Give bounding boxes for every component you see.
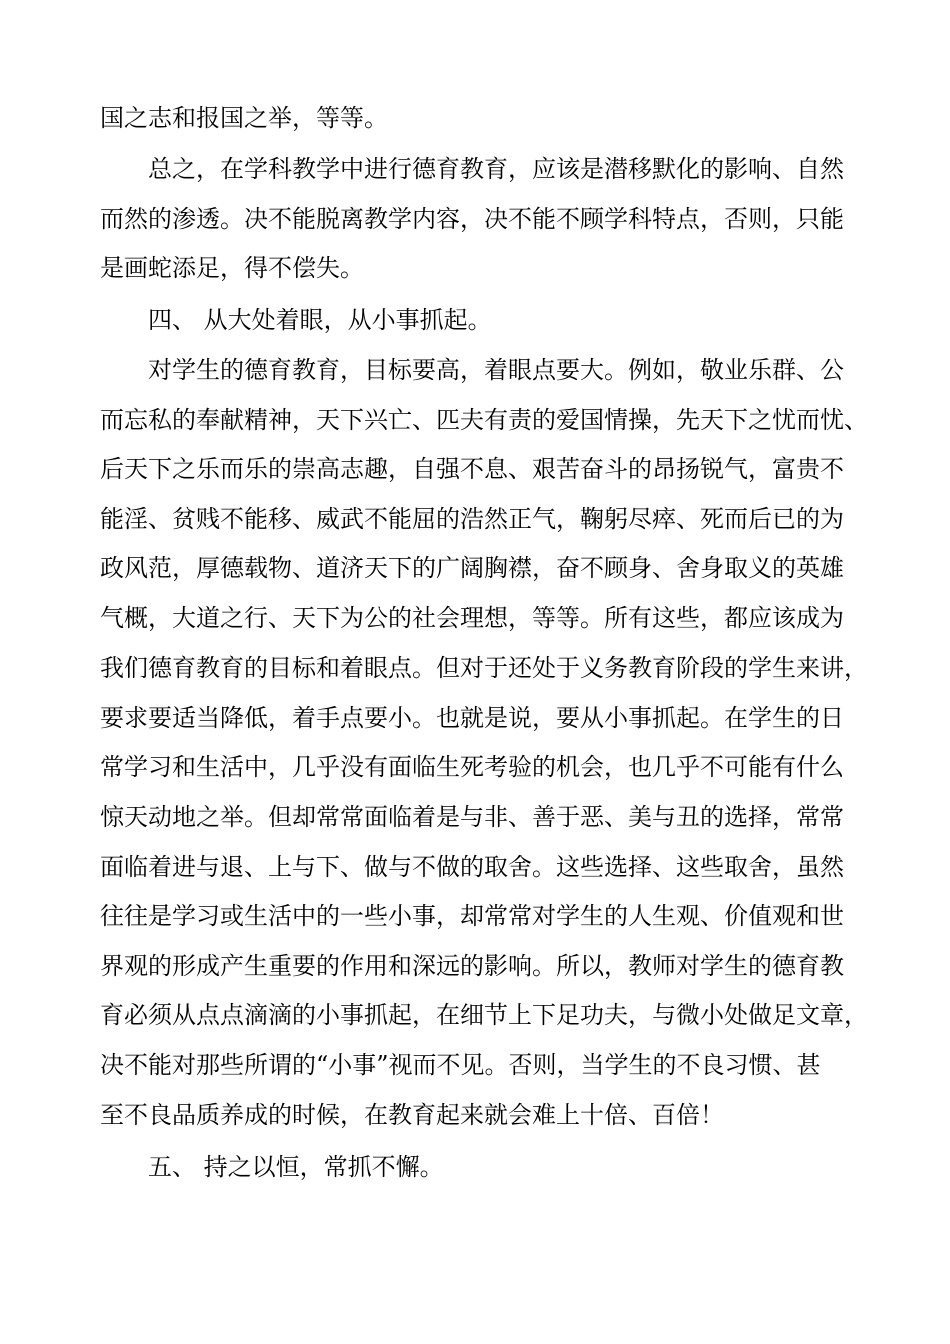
text-line: 能淫、贫贱不能移、威武不能屈的浩然正气，鞠躬尽瘁、死而后已的为 <box>100 505 844 533</box>
text-line: 后天下之乐而乐的崇高志趣，自强不息、艰苦奋斗的昂扬锐气，富贵不 <box>100 455 844 483</box>
text-line: 常学习和生活中，几乎没有面临生死考验的机会，也几乎不可能有什么 <box>100 753 844 781</box>
section-heading: 五、 持之以恒，常抓不懈。 <box>148 1153 444 1181</box>
paragraph-first-line: 总之，在学科教学中进行德育教育，应该是潜移默化的影响、自然 <box>148 155 844 183</box>
text-line: 我们德育教育的目标和着眼点。但对于还处于义务教育阶段的学生来讲， <box>100 654 868 682</box>
text-line: 国之志和报国之举，等等。 <box>100 104 388 132</box>
text-line: 气概，大道之行、天下为公的社会理想，等等。所有这些，都应该成为 <box>100 604 844 632</box>
text-line: 育必须从点点滴滴的小事抓起，在细节上下足功夫，与微小处做足文章， <box>100 1001 868 1029</box>
text-line: 是画蛇添足，得不偿失。 <box>100 254 364 282</box>
text-line: 决不能对那些所谓的“小事”视而不见。否则，当学生的不良习惯、甚 <box>100 1051 821 1079</box>
text-line: 而然的渗透。决不能脱离教学内容，决不能不顾学科特点，否则，只能 <box>100 205 844 233</box>
text-line: 界观的形成产生重要的作用和深远的影响。所以，教师对学生的德育教 <box>100 952 844 980</box>
text-line: 至不良品质养成的时候，在教育起来就会难上十倍、百倍！ <box>100 1101 724 1129</box>
paragraph-first-line: 对学生的德育教育，目标要高，着眼点要大。例如，敬业乐群、公 <box>148 356 844 384</box>
text-line: 政风范，厚德载物、道济天下的广阔胸襟，奋不顾身、舍身取义的英雄 <box>100 554 844 582</box>
text-line: 而忘私的奉献精神，天下兴亡、匹夫有责的爱国情操，先天下之忧而忧、 <box>100 406 868 434</box>
text-line: 往往是学习或生活中的一些小事，却常常对学生的人生观、价值观和世 <box>100 902 844 930</box>
text-line: 面临着进与退、上与下、做与不做的取舍。这些选择、这些取舍，虽然 <box>100 853 844 881</box>
section-heading: 四、 从大处着眼，从小事抓起。 <box>148 306 492 334</box>
text-line: 惊天动地之举。但却常常面临着是与非、善于恶、美与丑的选择，常常 <box>100 803 844 831</box>
text-line: 要求要适当降低，着手点要小。也就是说，要从小事抓起。在学生的日 <box>100 704 844 732</box>
